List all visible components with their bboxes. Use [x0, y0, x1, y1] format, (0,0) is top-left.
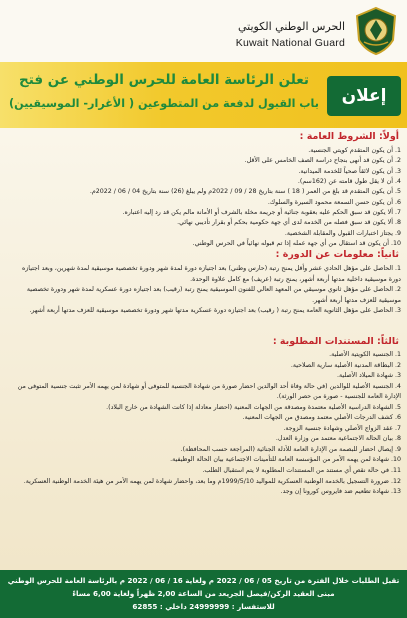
footer-phone: للاستفسار : 24999999 داخلي : 62855 [132, 602, 275, 611]
announcement-badge: إعلان [327, 76, 401, 116]
footer-bar [0, 570, 407, 618]
list-item: 7. عقد الزواج الأصلي وشهادة جنسية الزوجة. [283, 424, 401, 432]
title-line-2: باب القبول لدفعة من المتطوعين ( الأغرار- الموسيقيين) [9, 97, 319, 110]
list-item: 3. الحاصل على مؤهل الثانوية العامة يمنح رتبة ( رقيب) بعد اجتيازه دورة عسكرية مدتها شهر ودورة تخصصية موسيقية للعزف مدتها أربعة أشهر. [29, 307, 401, 315]
list-item: 8. ألا يكون قد سبق فصله من الخدمة لدى أي جهة حكومية بحكم أو بقرار تأديبي نهائي. [177, 219, 401, 227]
kng-emblem-icon [353, 6, 399, 56]
list-item: 11. في حالة نقص أي مستند من المستندات المطلوبة لا يتم استقبال الطلب. [202, 467, 401, 475]
list-item: 10. أن يكون قد استقال من أي جهة عمله إذا تم قبوله نهائياً في الحرس الوطني. [192, 240, 401, 248]
list-item: 5. أن يكون المتقدم قد بلغ من العمر ( 18 ) سنة بتاريخ 28 / 09 / 2022م ولم يبلغ (26) سنة بتاريخ 04 / 06 / 2022م. [89, 188, 401, 196]
title-line-1: تعلن الرئاسة العامة للحرس الوطني عن فتح [18, 72, 309, 88]
list-item: 3. أن يكون لائقاً صحياً للخدمة الميدانية. [298, 167, 401, 175]
header [0, 0, 407, 62]
list-item: 1. أن يكون المتقدم كويتي الجنسية. [308, 147, 401, 154]
footer-dates: تقبل الطلبات خلال الفترة من تاريخ 05 / 06 / 2022 م ولغاية 16 / 06 / 2022 م بالرئاسة العامة للحرس الوطني [7, 576, 400, 585]
documents-heading: ثالثاً: المستندات المطلوبة : [272, 336, 399, 347]
list-item: 2. البطاقة المدنية الأصلية سارية الصلاحية. [290, 361, 401, 369]
list-item: 3. شهادة الميلاد الأصلية. [336, 372, 401, 380]
list-item: 9. إيصال احضار للبصمة من الإدارة العامة للأدلة الجنائية (المراجعة حسب المحافظة). [180, 445, 401, 453]
list-item: 12. ضرورة التسجيل بالخدمة الوطنية العسكرية للمواليد 1999/5/10م وما بعد، واحضار شهادة لمن يهمه الأمر من هيئة الخدمة الوطنية العسكرية. [23, 477, 401, 485]
list-item: 1. الجنسية الكويتية الأصلية. [329, 351, 401, 358]
course-heading: ثانياً: معلومات عن الدورة : [275, 249, 399, 260]
list-item: 10. شهادة لمن يهمه الأمر من المؤسسة العامة للتأمينات الاجتماعية بيان الحالة الوظيفية. [170, 456, 401, 464]
list-item: 1. الحاصل على مؤهل الحادي عشر وأقل يمنح رتبة (حارس وطني) بعد اجتيازه دورة لمدة شهر ودورة تخصصية موسيقية لمدة شهرين، وبعد اجتيازه دورة موسيقية داخلية مدتها أربعة أشهر، يمنح رتبة (عريف) مع كامل علاوة الوحدة. [21, 265, 401, 283]
list-item: 7. ألا يكون قد سبق الحكم عليه بعقوبة جنائية أو جريمة مخلة بالشرف أو الأمانة مالم يكن قد رد إليه اعتباره. [122, 209, 401, 217]
list-item: 6. أن يكون حسن السمعة محمود السيرة والسلوك. [267, 198, 401, 206]
list-item: 2. الحاصل على مؤهل ثانوي موسيقي من المعهد العالي للفنون الموسيقية يمنح رتبة (رقيب) بعد اجتيازه دورة عسكرية لمدة شهر ودورة تخصصية موسيقية للعزف مدتها أربعة أشهر. [26, 286, 401, 304]
list-item: 6. كشف الدرجات الأصلي معتمد ومصدق من الجهات المعنية. [242, 414, 401, 422]
course-list [8, 264, 401, 317]
conditions-heading: أولاً: الشروط العامة : [299, 131, 399, 142]
list-item: 8. بيان الحالة الاجتماعية معتمد من وزارة العدل. [275, 435, 401, 443]
list-item: 2. أن يكون قد أنهى بنجاح دراسة الصف الخامس على الأقل. [244, 157, 401, 165]
conditions-list [8, 146, 401, 249]
footer-location: مبنى العقيد الركن/فيصل الجريعد من الساعة 2,00 ظهراً ولغاية 6,00 مساءً [72, 589, 335, 598]
list-item: 9. يجتاز اختبارات القبول والمقابلة الشخصية. [284, 229, 401, 237]
list-item: 13. شهادة تطعيم ضد فايروس كورونا إن وجد. [280, 488, 401, 496]
org-name-arabic: الحرس الوطني الكويتي [237, 20, 345, 33]
documents-list [8, 350, 401, 498]
list-item: 4. الجنسية الأصلية للوالدين (في حالة وفاة أحد الوالدين احضار صورة من شهادة الجنسية للمتوفى أو شهادة لمن يهمه الأمر تثبت جنسية المتوفى من الإدارة العامة للجنسية - صورة من حصر الورثة). [17, 382, 401, 401]
list-item: 5. الشهادة الدراسية الأصلية معتمدة ومصدقة من الجهات المعنية (احضار معادلة إذا كانت الشهادة من خارج البلاد). [106, 403, 401, 411]
list-item: 4. أن لا يقل طول قامته عن (162سم). [297, 178, 401, 186]
org-name-english: Kuwait National Guard [235, 37, 345, 49]
